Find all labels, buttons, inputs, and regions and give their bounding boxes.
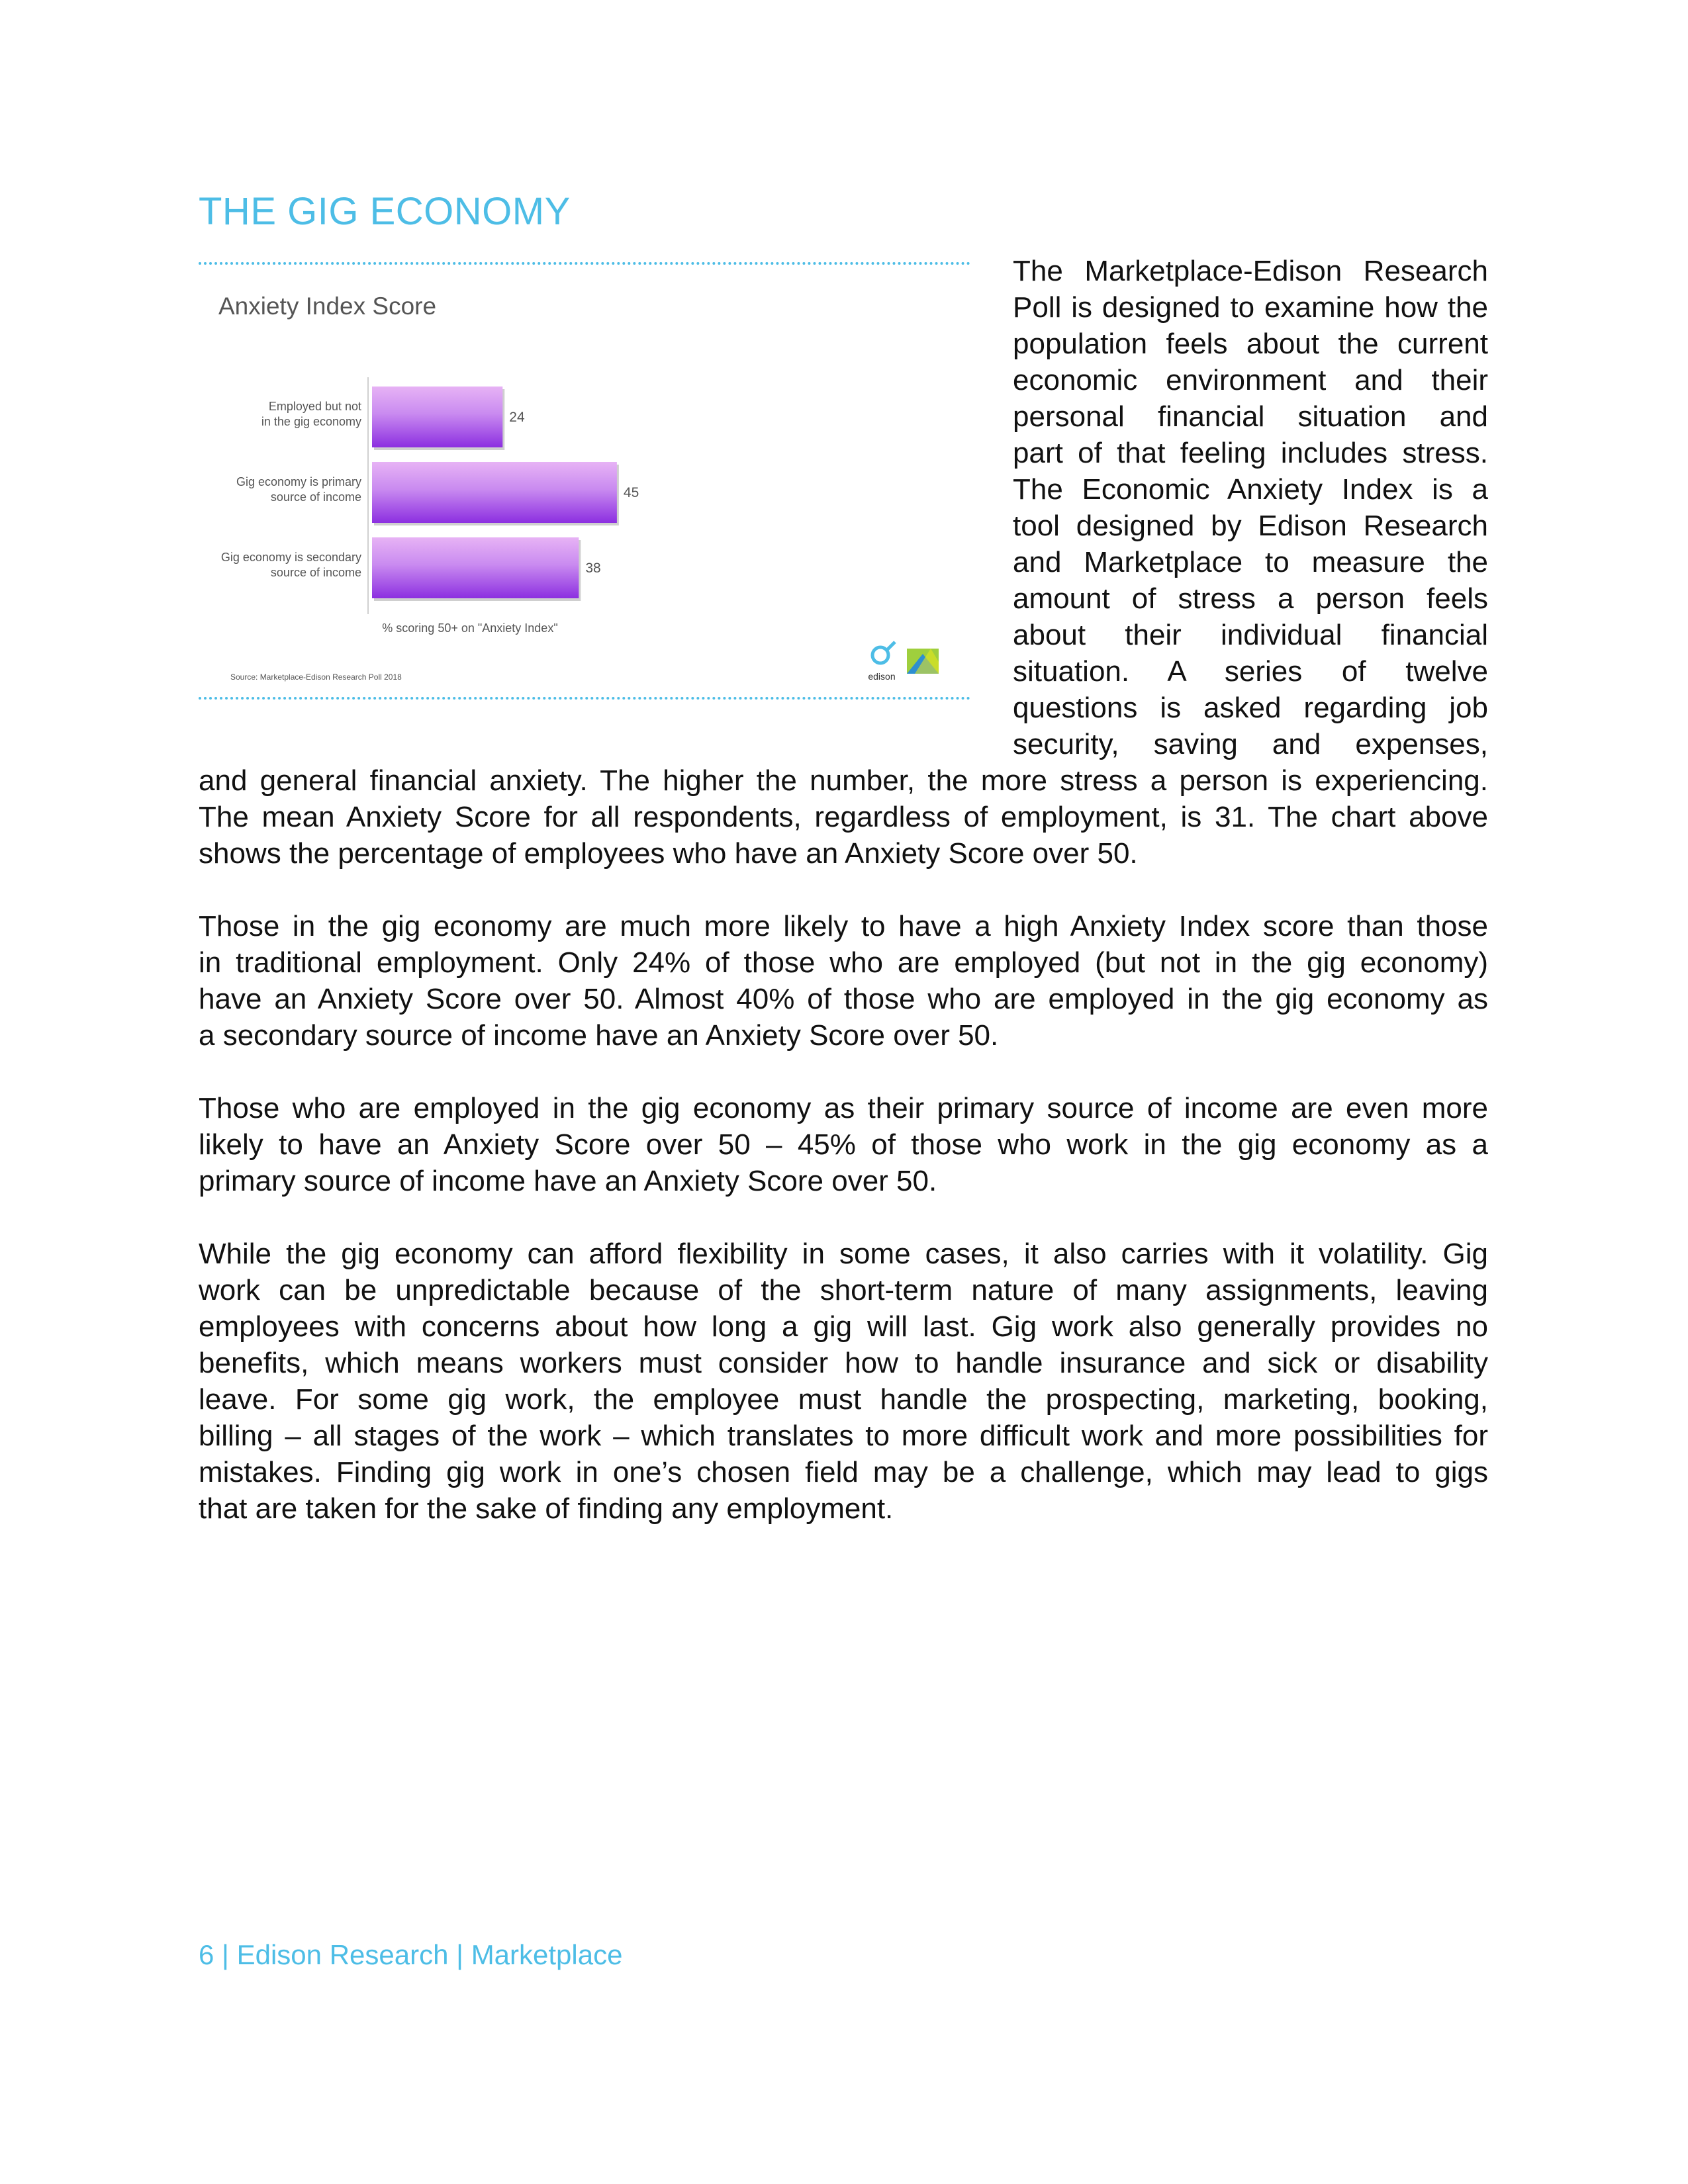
chart-top-rule xyxy=(199,262,970,265)
text-line: part of that feeling includes stress. xyxy=(1013,437,1488,469)
category-label: Employed but not xyxy=(268,400,361,413)
text-line: population feels about the current xyxy=(1013,328,1488,360)
text-line: situation. A series of twelve xyxy=(1013,655,1488,688)
page-footer: 6 | Edison Research | Marketplace xyxy=(199,1939,623,1970)
category-label: source of income xyxy=(270,490,361,504)
text-line: The mean Anxiety Score for all respondents, regardless of employment, is 31. The chart above xyxy=(199,801,1488,833)
chart-bottom-rule xyxy=(199,697,970,700)
text-line: in traditional employment. Only 24% of those who are employed (but not in the gig economy) xyxy=(199,946,1488,979)
bar-value-label: 38 xyxy=(585,561,601,576)
text-line: employees with concerns about how long a gig will last. Gig work also generally provides no xyxy=(199,1310,1488,1343)
text-line: Poll is designed to examine how the xyxy=(1013,291,1488,324)
intro-paragraph-column xyxy=(1013,253,1488,762)
page-title: THE GIG ECONOMY xyxy=(199,190,571,233)
bar xyxy=(372,387,502,447)
edison-logo-text: edison xyxy=(868,671,896,682)
text-line: benefits, which means workers must consider how to handle insurance and sick or disability xyxy=(199,1347,1488,1379)
text-line: have an Anxiety Score over 50. Almost 40% of those who are employed in the gig economy as xyxy=(199,983,1488,1015)
category-label: source of income xyxy=(270,566,361,579)
text-line: that are taken for the sake of finding any employment. xyxy=(199,1492,894,1525)
chart-x-axis-label: % scoring 50+ on "Anxiety Index" xyxy=(382,621,558,635)
category-label: Gig economy is primary xyxy=(236,475,361,488)
category-label: Gig economy is secondary xyxy=(220,551,361,564)
bar-value-label: 24 xyxy=(509,410,525,425)
text-line: shows the percentage of employees who have an Anxiety Score over 50. xyxy=(199,837,1138,870)
chart-title: Anxiety Index Score xyxy=(218,293,437,320)
text-line: primary source of income have an Anxiety Score over 50. xyxy=(199,1165,937,1197)
edison-logo xyxy=(868,642,895,682)
marketplace-logo xyxy=(907,649,939,674)
chart-canvas xyxy=(199,271,970,695)
paragraph-primary-income xyxy=(199,1090,1488,1199)
bar xyxy=(372,462,617,523)
text-line: a secondary source of income have an Anxiety Score over 50. xyxy=(199,1019,999,1052)
paragraph-volatility xyxy=(199,1236,1488,1527)
chart-source-note: Source: Marketplace-Edison Research Poll 2018 xyxy=(230,672,402,682)
bar xyxy=(372,537,579,598)
text-line: about their individual financial xyxy=(1013,619,1488,651)
paragraph-gig-vs-traditional xyxy=(199,908,1488,1054)
text-line: work can be unpredictable because of the short-term nature of many assignments, leaving xyxy=(199,1274,1488,1306)
text-line: and general financial anxiety. The higher the number, the more stress a person is experiencing. xyxy=(199,764,1488,797)
text-line: security, saving and expenses, xyxy=(1013,728,1488,760)
text-line: and Marketplace to measure the xyxy=(1013,546,1488,578)
text-line: The Economic Anxiety Index is a xyxy=(1013,473,1488,506)
text-line: Those in the gig economy are much more likely to have a high Anxiety Index score than those xyxy=(199,910,1488,942)
text-line: leave. For some gig work, the employee must handle the prospecting, marketing, booking, xyxy=(199,1383,1488,1416)
text-line: Those who are employed in the gig economy as their primary source of income are even more xyxy=(199,1092,1488,1124)
text-line: personal financial situation and xyxy=(1013,400,1488,433)
bar-value-label: 45 xyxy=(623,485,639,500)
text-line: The Marketplace-Edison Research xyxy=(1013,255,1488,287)
text-line: mistakes. Finding gig work in one’s chosen field may be a challenge, which may lead to gigs xyxy=(199,1456,1488,1488)
anxiety-index-chart xyxy=(199,271,970,695)
intro-paragraph-continued xyxy=(199,762,1488,872)
category-label: in the gig economy xyxy=(261,415,361,428)
text-line: likely to have an Anxiety Score over 50 – 45% of those who work in the gig economy as a xyxy=(199,1128,1488,1161)
text-line: billing – all stages of the work – which translates to more difficult work and more possibilities for xyxy=(199,1420,1488,1452)
text-line: economic environment and their xyxy=(1013,364,1488,396)
text-line: While the gig economy can afford flexibility in some cases, it also carries with it volatility. Gig xyxy=(199,1238,1488,1270)
text-line: amount of stress a person feels xyxy=(1013,582,1488,615)
text-line: tool designed by Edison Research xyxy=(1013,510,1488,542)
text-line: questions is asked regarding job xyxy=(1013,692,1488,724)
